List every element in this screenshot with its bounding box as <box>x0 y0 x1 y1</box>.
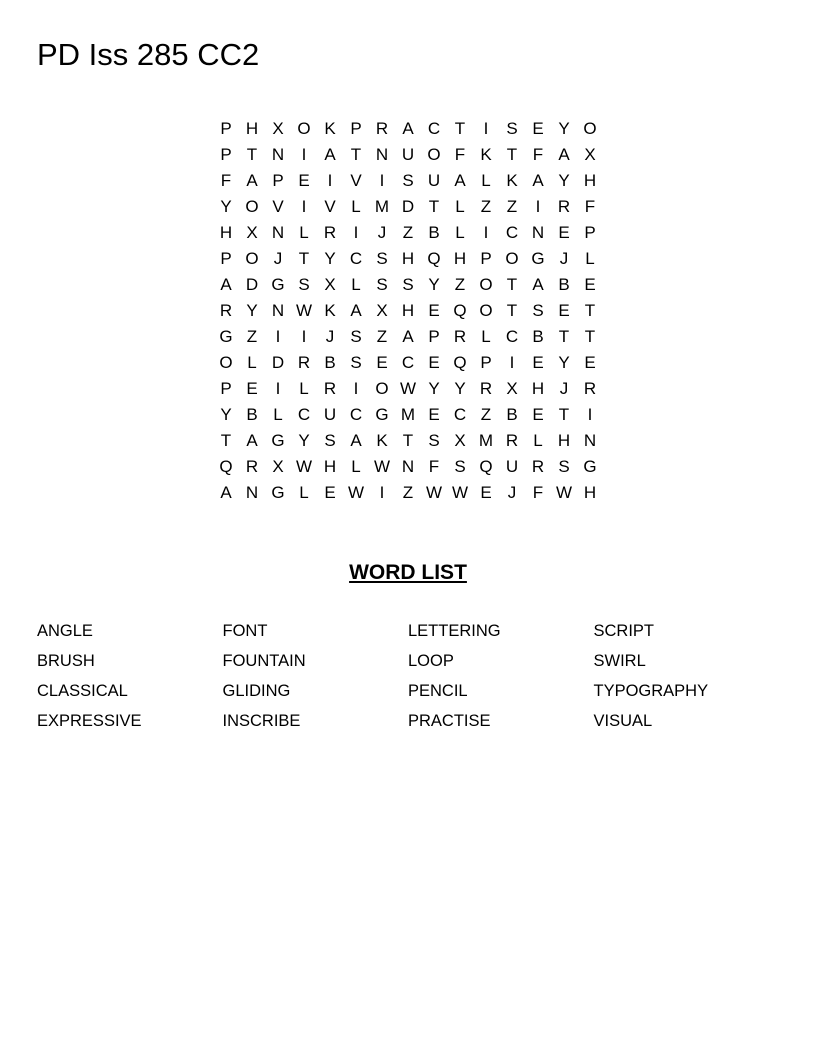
grid-letter: I <box>379 483 385 502</box>
grid-letter: X <box>272 119 284 138</box>
grid-letter: F <box>532 145 544 164</box>
grid-letter: I <box>535 197 541 216</box>
grid-letter: C <box>427 119 441 138</box>
grid-letter: N <box>583 431 597 450</box>
grid-letter: Z <box>402 483 414 502</box>
grid-letter: C <box>505 327 519 346</box>
word-search-grid <box>213 116 603 506</box>
grid-letter: Z <box>402 223 414 242</box>
grid-row <box>213 116 603 142</box>
grid-letter: S <box>376 275 388 294</box>
grid-letter: A <box>324 145 336 164</box>
word-list-column <box>37 617 223 737</box>
grid-letter: Y <box>220 405 232 424</box>
grid-letter: K <box>324 119 336 138</box>
grid-letter: L <box>455 197 465 216</box>
grid-letter: Y <box>246 301 258 320</box>
grid-letter: E <box>532 405 544 424</box>
grid-letter: P <box>480 249 492 268</box>
word-list-column <box>594 617 780 737</box>
grid-letter: S <box>558 457 570 476</box>
grid-letter: P <box>428 327 440 346</box>
grid-letter: I <box>327 171 333 190</box>
grid-letter: C <box>297 405 311 424</box>
grid-letter: J <box>377 223 387 242</box>
word-list-item: PENCIL <box>408 682 468 700</box>
grid-letter: T <box>506 275 518 294</box>
grid-letter: A <box>532 275 544 294</box>
grid-letter: E <box>428 301 440 320</box>
grid-row <box>213 454 603 480</box>
grid-letter: M <box>400 405 416 424</box>
grid-letter: Z <box>480 405 492 424</box>
grid-letter: Y <box>454 379 466 398</box>
grid-letter: U <box>427 171 441 190</box>
grid-letter: B <box>506 405 518 424</box>
grid-letter: N <box>271 223 285 242</box>
grid-letter: G <box>219 327 233 346</box>
grid-letter: A <box>220 483 232 502</box>
grid-letter: P <box>220 249 232 268</box>
grid-row <box>213 350 603 376</box>
grid-letter: I <box>483 119 489 138</box>
grid-letter: E <box>428 353 440 372</box>
grid-letter: I <box>353 379 359 398</box>
grid-letter: O <box>479 301 493 320</box>
grid-letter: Y <box>324 249 336 268</box>
grid-letter: Y <box>428 379 440 398</box>
grid-letter: C <box>505 223 519 242</box>
grid-letter: S <box>350 353 362 372</box>
grid-letter: W <box>295 301 313 320</box>
grid-letter: T <box>506 145 518 164</box>
grid-letter: W <box>347 483 365 502</box>
word-list-column <box>408 617 594 737</box>
grid-letter: B <box>324 353 336 372</box>
grid-letter: O <box>427 145 441 164</box>
grid-letter: E <box>246 379 258 398</box>
grid-letter: L <box>351 197 361 216</box>
grid-letter: Q <box>479 457 493 476</box>
grid-letter: Y <box>220 197 232 216</box>
grid-letter: S <box>298 275 310 294</box>
grid-letter: W <box>425 483 443 502</box>
grid-letter: E <box>584 275 596 294</box>
grid-letter: M <box>374 197 390 216</box>
grid-letter: U <box>401 145 415 164</box>
grid-letter: N <box>401 457 415 476</box>
grid-letter: F <box>532 483 544 502</box>
grid-letter: Z <box>246 327 258 346</box>
grid-letter: S <box>350 327 362 346</box>
word-list-item: GLIDING <box>222 682 291 700</box>
grid-letter: I <box>379 171 385 190</box>
grid-letter: B <box>428 223 440 242</box>
grid-letter: A <box>246 431 258 450</box>
grid-letter: K <box>506 171 518 190</box>
grid-letter: Y <box>558 171 570 190</box>
grid-letter: L <box>455 223 465 242</box>
grid-letter: R <box>453 327 467 346</box>
word-list-item: FONT <box>222 622 268 640</box>
word-list-item: INSCRIBE <box>222 712 301 730</box>
word-list-item: EXPRESSIVE <box>37 712 142 730</box>
grid-letter: O <box>245 249 259 268</box>
grid-letter: S <box>454 457 466 476</box>
grid-letter: O <box>505 249 519 268</box>
grid-letter: H <box>453 249 467 268</box>
grid-letter: E <box>532 353 544 372</box>
grid-letter: I <box>509 353 515 372</box>
grid-letter: R <box>505 431 519 450</box>
grid-letter: T <box>428 197 440 216</box>
grid-row <box>213 142 603 168</box>
word-list-item: SCRIPT <box>593 622 655 640</box>
grid-letter: L <box>351 457 361 476</box>
grid-letter: F <box>584 197 596 216</box>
grid-letter: N <box>531 223 545 242</box>
grid-letter: E <box>558 301 570 320</box>
grid-letter: T <box>584 301 596 320</box>
grid-letter: S <box>324 431 336 450</box>
grid-letter: F <box>454 145 466 164</box>
grid-letter: X <box>376 301 388 320</box>
grid-letter: L <box>585 249 595 268</box>
grid-letter: D <box>271 353 285 372</box>
grid-row <box>213 402 603 428</box>
grid-letter: Y <box>298 431 310 450</box>
word-list-item: PRACTISE <box>408 712 491 730</box>
grid-letter: A <box>454 171 466 190</box>
grid-letter: T <box>584 327 596 346</box>
grid-letter: H <box>583 483 597 502</box>
grid-letter: Q <box>453 353 467 372</box>
grid-letter: L <box>299 483 309 502</box>
grid-letter: I <box>275 327 281 346</box>
grid-letter: X <box>454 431 466 450</box>
grid-letter: P <box>220 119 232 138</box>
grid-letter: E <box>376 353 388 372</box>
grid-letter: O <box>297 119 311 138</box>
grid-letter: A <box>350 431 362 450</box>
word-list-column <box>223 617 409 737</box>
grid-letter: N <box>245 483 259 502</box>
grid-letter: J <box>559 379 569 398</box>
grid-letter: O <box>375 379 389 398</box>
word-list-item: ANGLE <box>37 622 93 640</box>
grid-letter: A <box>246 171 258 190</box>
grid-letter: I <box>301 327 307 346</box>
grid-letter: T <box>220 431 232 450</box>
grid-letter: Y <box>558 119 570 138</box>
grid-letter: F <box>220 171 232 190</box>
grid-letter: R <box>219 301 233 320</box>
grid-row <box>213 168 603 194</box>
word-list-item: BRUSH <box>37 652 95 670</box>
grid-letter: V <box>272 197 284 216</box>
grid-letter: H <box>219 223 233 242</box>
grid-letter: E <box>428 405 440 424</box>
grid-letter: C <box>349 249 363 268</box>
grid-letter: H <box>401 301 415 320</box>
grid-letter: I <box>301 145 307 164</box>
grid-letter: T <box>350 145 362 164</box>
grid-letter: T <box>298 249 310 268</box>
grid-letter: I <box>301 197 307 216</box>
grid-letter: Z <box>480 197 492 216</box>
grid-letter: O <box>479 275 493 294</box>
grid-letter: L <box>533 431 543 450</box>
grid-letter: D <box>401 197 415 216</box>
grid-letter: L <box>273 405 283 424</box>
grid-letter: S <box>376 249 388 268</box>
grid-letter: G <box>271 483 285 502</box>
grid-letter: X <box>584 145 596 164</box>
grid-letter: L <box>299 223 309 242</box>
grid-letter: H <box>531 379 545 398</box>
grid-letter: S <box>402 275 414 294</box>
grid-letter: C <box>453 405 467 424</box>
page-title: PD Iss 285 CC2 <box>37 37 260 72</box>
grid-letter: B <box>558 275 570 294</box>
grid-letter: L <box>247 353 257 372</box>
grid-letter: R <box>245 457 259 476</box>
word-list-item: LOOP <box>408 652 454 670</box>
grid-letter: U <box>323 405 337 424</box>
grid-letter: L <box>481 171 491 190</box>
grid-letter: Q <box>219 457 233 476</box>
grid-letter: G <box>583 457 597 476</box>
grid-letter: X <box>272 457 284 476</box>
grid-letter: H <box>245 119 259 138</box>
grid-letter: O <box>245 197 259 216</box>
grid-letter: E <box>584 353 596 372</box>
grid-letter: P <box>350 119 362 138</box>
grid-letter: O <box>219 353 233 372</box>
word-list-title: WORD LIST <box>349 561 467 584</box>
grid-letter: W <box>399 379 417 398</box>
grid-letter: R <box>297 353 311 372</box>
grid-letter: T <box>506 301 518 320</box>
grid-letter: E <box>532 119 544 138</box>
grid-row <box>213 480 603 506</box>
grid-letter: K <box>376 431 388 450</box>
grid-letter: N <box>375 145 389 164</box>
grid-letter: L <box>299 379 309 398</box>
word-list-item: SWIRL <box>593 652 646 670</box>
grid-letter: H <box>323 457 337 476</box>
grid-letter: W <box>295 457 313 476</box>
grid-letter: I <box>483 223 489 242</box>
grid-letter: S <box>532 301 544 320</box>
grid-letter: P <box>272 171 284 190</box>
grid-letter: L <box>351 275 361 294</box>
grid-letter: W <box>373 457 391 476</box>
grid-row <box>213 428 603 454</box>
word-list-item: FOUNTAIN <box>222 652 306 670</box>
grid-letter: A <box>532 171 544 190</box>
grid-letter: A <box>220 275 232 294</box>
grid-letter: X <box>324 275 336 294</box>
grid-letter: J <box>559 249 569 268</box>
grid-letter: K <box>324 301 336 320</box>
grid-row <box>213 194 603 220</box>
grid-letter: Q <box>427 249 441 268</box>
grid-letter: I <box>275 379 281 398</box>
grid-letter: P <box>220 145 232 164</box>
grid-letter: E <box>480 483 492 502</box>
grid-row <box>213 298 603 324</box>
grid-letter: J <box>507 483 517 502</box>
grid-letter: R <box>323 223 337 242</box>
grid-letter: J <box>325 327 335 346</box>
grid-letter: R <box>375 119 389 138</box>
grid-letter: T <box>402 431 414 450</box>
grid-letter: B <box>246 405 258 424</box>
grid-row <box>213 220 603 246</box>
grid-letter: Z <box>454 275 466 294</box>
word-list-heading <box>0 559 816 587</box>
grid-letter: I <box>353 223 359 242</box>
grid-letter: W <box>451 483 469 502</box>
word-list-item: VISUAL <box>593 712 653 730</box>
grid-letter: A <box>350 301 362 320</box>
grid-letter: D <box>245 275 259 294</box>
grid-letter: P <box>480 353 492 372</box>
word-list-item: TYPOGRAPHY <box>593 682 709 700</box>
grid-letter: E <box>324 483 336 502</box>
grid-letter: G <box>271 275 285 294</box>
grid-letter: R <box>323 379 337 398</box>
grid-row <box>213 246 603 272</box>
grid-letter: F <box>428 457 440 476</box>
grid-row <box>213 272 603 298</box>
grid-letter: G <box>531 249 545 268</box>
grid-letter: M <box>478 431 494 450</box>
grid-letter: B <box>532 327 544 346</box>
grid-letter: A <box>402 119 414 138</box>
grid-letter: I <box>587 405 593 424</box>
grid-row <box>213 376 603 402</box>
grid-letter: H <box>583 171 597 190</box>
grid-letter: Z <box>376 327 388 346</box>
grid-letter: Z <box>506 197 518 216</box>
grid-letter: V <box>350 171 362 190</box>
grid-letter: W <box>555 483 573 502</box>
word-list <box>37 617 779 737</box>
grid-letter: U <box>505 457 519 476</box>
grid-letter: R <box>583 379 597 398</box>
grid-letter: S <box>506 119 518 138</box>
grid-letter: Y <box>558 353 570 372</box>
grid-letter: O <box>583 119 597 138</box>
grid-letter: A <box>558 145 570 164</box>
grid-letter: T <box>558 405 570 424</box>
grid-letter: X <box>246 223 258 242</box>
word-list-item: LETTERING <box>408 622 501 640</box>
grid-letter: R <box>557 197 571 216</box>
word-list-item: CLASSICAL <box>37 682 128 700</box>
grid-letter: S <box>428 431 440 450</box>
grid-letter: E <box>558 223 570 242</box>
grid-row <box>213 324 603 350</box>
grid-letter: E <box>298 171 310 190</box>
grid-letter: A <box>402 327 414 346</box>
grid-letter: P <box>220 379 232 398</box>
grid-letter: Y <box>428 275 440 294</box>
grid-letter: Q <box>453 301 467 320</box>
grid-letter: J <box>273 249 283 268</box>
grid-letter: T <box>454 119 466 138</box>
grid-letter: R <box>479 379 493 398</box>
grid-letter: G <box>375 405 389 424</box>
grid-letter: C <box>349 405 363 424</box>
grid-letter: K <box>480 145 492 164</box>
grid-letter: P <box>584 223 596 242</box>
grid-letter: G <box>271 431 285 450</box>
grid-letter: N <box>271 145 285 164</box>
grid-letter: V <box>324 197 336 216</box>
grid-letter: T <box>246 145 258 164</box>
grid-letter: S <box>402 171 414 190</box>
grid-letter: L <box>481 327 491 346</box>
grid-letter: H <box>557 431 571 450</box>
grid-letter: H <box>401 249 415 268</box>
grid-letter: R <box>531 457 545 476</box>
grid-letter: X <box>506 379 518 398</box>
grid-letter: N <box>271 301 285 320</box>
grid-letter: C <box>401 353 415 372</box>
grid-letter: T <box>558 327 570 346</box>
